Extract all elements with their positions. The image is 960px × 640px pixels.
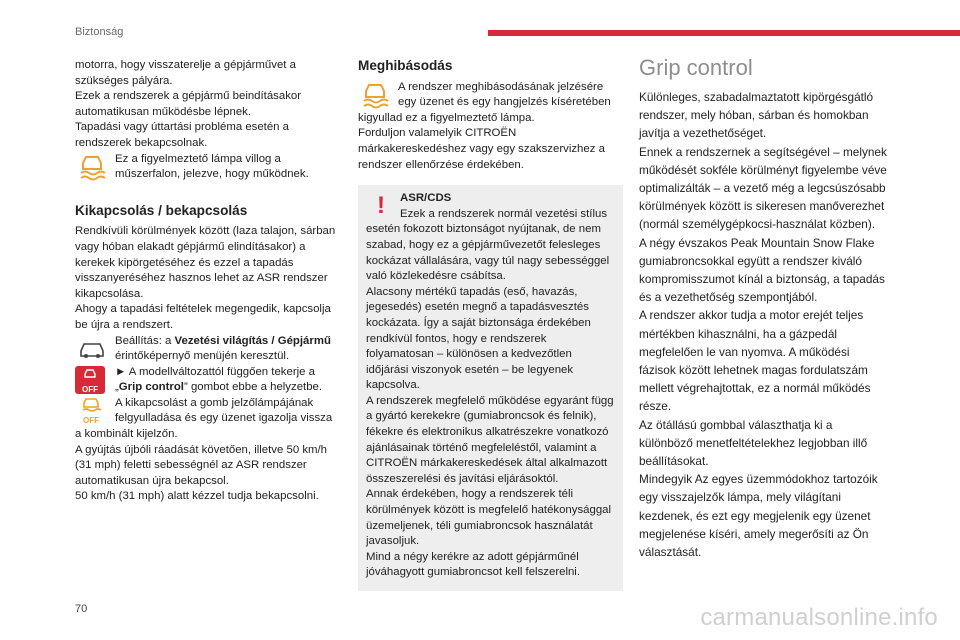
asr-cds-note bbox=[358, 185, 623, 591]
heading-grip-control: Grip control bbox=[639, 55, 753, 80]
grip-paragraph-1: Különleges, szabadalmaztatott kipörgésgátló rendszer, mely hóban, sárban és homokban javítja a vezethetőséget. bbox=[639, 90, 874, 141]
paragraph-reengage: A gyújtás újbóli ráadását követően, illetve 50 km/h (31 mph) feletti sebességnél az ASR rendszer automatikusan újra bekapcsol. bbox=[75, 443, 328, 487]
watermark: carmanualsonline.info bbox=[700, 604, 938, 631]
car-icon bbox=[75, 335, 109, 363]
grip-paragraph-5: Az ötállású gombbal választhatja ki a különböző menetfeltételekhez legjobban illő beállításokat. bbox=[639, 417, 868, 469]
grip-paragraph-6: Mindegyik Az egyes üzemmódokhoz tartozóik egy visszajelzők lámpa, mely világítani kezdenek, és ezt egy megjelenik egy üzenet megjelenése kíséri, amely megerősíti az Ön választását. bbox=[639, 472, 878, 560]
page-number: 70 bbox=[75, 603, 88, 615]
paragraph-manual: 50 km/h (31 mph) alatt kézzel tudja bekapcsolni. bbox=[75, 490, 319, 503]
column-middle bbox=[358, 58, 623, 591]
grip-paragraph-3: A négy évszakos Peak Mountain Snow Flake gumiabroncsokkal együtt a rendszer kiváló kompromisszumot kínál a biztonság, a tapadás és a vezethetőség szempontjából. bbox=[639, 235, 885, 305]
fault-note: A rendszer meghibásodásának jelzésére egy üzenet és egy hangjelzés kíséretében kigyullad ez a figyelmeztető lámpa. bbox=[358, 80, 611, 124]
lamp-off-note: OFF A kikapcsolást a gomb jelzőlámpájának felgyulladása és egy üzenet igazolja vissza a kombinált kijelzőn. bbox=[75, 396, 333, 441]
note-paragraph-2: Alacsony mértékű tapadás (eső, havazás, jegesedés) esetén megnő a tapadásvesztés kockázata. Így a saját biztonsága érdekében rendkívül fontos, hogy e rendszerek folyamatosan – különösen a kedvezőtlen időjárási viszonyok esetén – be legyenek kapcsolva. bbox=[366, 285, 591, 392]
skid-off-icon bbox=[75, 397, 109, 425]
paragraph-dealer: Forduljon valamelyik CITROËN márkakereskedéshez vagy egy szakszervizhez a rendszer ellenőrzése érdekében. bbox=[358, 127, 605, 171]
paragraph-restore: Ahogy a tapadási feltételek megengedik, kapcsolja be újra a rendszert. bbox=[75, 303, 331, 331]
warning-exclamation-icon: ! bbox=[377, 192, 385, 220]
grip-off-button-icon: OFF bbox=[75, 366, 109, 394]
lamp-note: Ez a figyelmeztető lámpa villog a műszerfalon, jelezve, hogy működnek. bbox=[75, 152, 340, 183]
paragraph-problem: Tapadási vagy úttartási probléma esetén a rendszerek bekapcsolnak. bbox=[75, 121, 290, 149]
note-text: Ezek a rendszerek normál vezetési stílus esetén fokozott biztonságot nyújtanak, de nem szabad, hogy ez a gépjárművezetőt felesleges kockázat vállalására, vagy túl nagy sebességgel való közlekedésre csábítsa. bbox=[366, 207, 610, 283]
skid-warning-icon bbox=[75, 153, 109, 181]
grip-paragraph-4: A rendszer akkor tudja a motor erejét teljes mértékben kihasználni, ha a gázpedál megfelelően le van nyomva. A működési fázisok között lehetnek magas fordulatszám mellett végrehajtottak, ez a normál működés része. bbox=[639, 308, 871, 414]
column-right bbox=[639, 55, 889, 561]
svg-text:OFF: OFF bbox=[83, 415, 99, 425]
note-paragraph-3: A rendszerek megfelelő működése egyaránt függ a gyártó kerekekre (gumiabroncsok és felnik), fékekre és elektronikus alkatrészekre vonatkozó ajánlásainak történő megfeleléstől, valamint a CITROËN márkakereskedések által alkalmazott összeszerelési és javítási eljárásoktól. bbox=[366, 394, 614, 485]
skid-warning-icon bbox=[358, 81, 392, 109]
header-accent-bar bbox=[488, 30, 960, 36]
paragraph-exceptional: Rendkívüli körülmények között (laza talajon, sárban vagy hóban elakadt gépjármű elindításakor) a kerekek kipörgetéséhez és ezzel a tapadás visszanyeréséhez hasznos lehet az ASR rendszer kikapcsolása. bbox=[75, 225, 336, 300]
paragraph-intro: motorra, hogy visszaterelje a gépjárművet a szükséges pályára. bbox=[75, 59, 296, 87]
setting-note: Beállítás: a Vezetési világítás / Gépjármű érintőképernyő menüjén keresztül. bbox=[75, 334, 340, 365]
grip-control-note: OFF ► A modellváltozattól függően tekerje a „Grip control” gombot ebbe a helyzetbe. bbox=[75, 365, 340, 396]
paragraph-engage: Ezek a rendszerek a gépjármű beindításakor automatikusan működésbe lépnek. bbox=[75, 90, 302, 118]
grip-paragraph-2: Ennek a rendszernek a segítségével – melynek működését sokféle körülményt figyelembe véve optimalizálták – a vezető még a legcsúszósabb körülmények között is sikeresen manőverezhet (normál személygépkocsi-használat közben). bbox=[639, 144, 887, 232]
heading-disable-enable: Kikapcsolás / bekapcsolás bbox=[75, 202, 248, 218]
column-left bbox=[75, 58, 340, 505]
heading-fault: Meghibásodás bbox=[358, 58, 453, 73]
note-title: ASR/CDS bbox=[400, 192, 452, 205]
note-paragraph-4: Annak érdekében, hogy a rendszerek téli körülmények között is megfelelő hatékonysággal üzemeljenek, téli gumiabroncsok használatát javasoljuk. bbox=[366, 488, 612, 548]
note-paragraph-5: Mind a négy kerékre az adott gépjárműnél jóváhagyott gumiabroncsot kell felszerelni. bbox=[366, 550, 581, 579]
section-title: Biztonság bbox=[75, 26, 124, 38]
